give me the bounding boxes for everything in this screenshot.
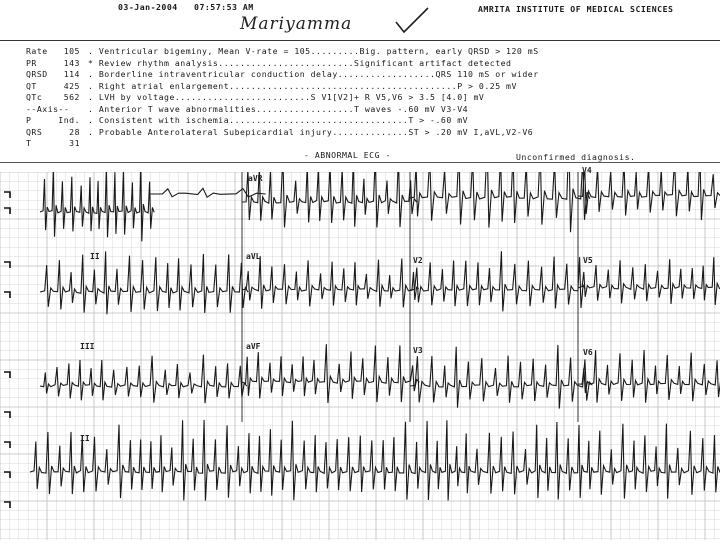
measurement-value: 562 [63, 92, 80, 102]
lead-label-ii: II [90, 252, 100, 261]
measurement-label: QRSD [26, 69, 48, 79]
measurement-label: QTc [26, 92, 43, 102]
datetime: 03-Jan-2004 07:57:53 AM [118, 2, 254, 12]
edge-calibration-mark [4, 502, 10, 508]
measurement-label: T [26, 138, 32, 148]
interpretation-line: * Review rhythm analysis.........................Significant artifact detected [88, 57, 512, 68]
interpretation-line: . Ventricular bigeminy, Mean V-rate = 105.........Big. pattern, early QRSD > 120 mS [88, 46, 539, 56]
interpretation-line: . Anterior T wave abnormalities..................T waves -.60 mV V3-V4 [88, 103, 469, 114]
measurement-value: 31 [69, 138, 80, 148]
checkmark-icon [394, 6, 430, 36]
interpretation-line: . LVH by voltage.........................S V1[V2]+ R V5,V6 > 3.5 [4.0] mV [88, 92, 485, 102]
lead-label-iii: III [80, 342, 95, 351]
ecg-trace-svg [0, 172, 720, 540]
edge-calibration-mark [4, 372, 10, 378]
edge-calibration-mark [4, 292, 10, 298]
ecg-trace-ii-rhythm [30, 420, 720, 501]
edge-calibration-mark [4, 262, 10, 268]
lead-label-v3: V3 [413, 346, 423, 355]
edge-calibration-mark [4, 412, 10, 418]
interpretation-line: . Borderline intraventricular conduction delay..................QRS 110 mS or wider [88, 69, 539, 79]
patient-name-handwritten: Mariyamma [240, 14, 353, 34]
interpretation-line: . Right atrial enlargement..........................................P > 0.25 mV [88, 80, 517, 91]
ecg-trace-avl [242, 256, 419, 309]
abnormal-ecg-label: - ABNORMAL ECG - [304, 150, 391, 160]
measurement-value: 425 [63, 80, 80, 91]
ecg-trace-v4 [578, 172, 720, 220]
measurement-label: P [26, 115, 32, 125]
measurement-value: Ind. [58, 115, 80, 125]
report-header [0, 0, 720, 172]
ecg-trace-iii [40, 355, 247, 404]
ecg-trace-v2 [410, 251, 585, 311]
measurement-label: Rate [26, 46, 48, 56]
ecg-trace-v6 [578, 350, 720, 403]
ecg-trace-v5 [578, 257, 720, 305]
measurement-value: 114 [63, 69, 80, 79]
lead-label-v5: V5 [583, 256, 593, 265]
measurement-value: 143 [63, 57, 80, 68]
edge-calibration-mark [4, 442, 10, 448]
header-rule [0, 40, 720, 41]
measurement-label: QRS [26, 126, 43, 137]
measurement-value: 28 [69, 126, 80, 137]
ecg-trace-v3 [410, 345, 592, 409]
ecg-trace-i [40, 172, 154, 241]
measurement-label: --Axis-- [26, 103, 70, 114]
institute-name: AMRITA INSTITUTE OF MEDICAL SCIENCES [478, 4, 674, 14]
interpretation-line: . Consistent with ischemia.................................T > -.60 mV [88, 115, 469, 125]
measurement-label: PR [26, 57, 37, 68]
lead-label-avr: aVR [248, 174, 263, 183]
lead-label-avf: aVF [246, 342, 261, 351]
ecg-trace-v1 [410, 172, 590, 232]
edge-calibration-mark [4, 192, 10, 198]
ecg-trace-ii [40, 251, 248, 314]
measurement-label: QT [26, 80, 37, 91]
ecg-strip [0, 166, 720, 540]
lead-label-v6: V6 [583, 348, 593, 357]
interpretation-line: . Probable Anterolateral Subepicardial injury..............ST > .20 mV I,aVL,V2-V6 [88, 126, 534, 137]
lead-label-avl: aVL [246, 252, 261, 261]
lead-label-ii-rhythm: II [80, 434, 90, 443]
ecg-trace-avf [242, 344, 419, 403]
unconfirmed-diagnosis-label: Unconfirmed diagnosis. [516, 152, 636, 162]
measurement-value: 105 [63, 46, 80, 56]
strip-top-rule [0, 162, 720, 163]
edge-calibration-mark [4, 208, 10, 214]
lead-label-v4: V4 [582, 166, 592, 175]
lead-label-v2: V2 [413, 256, 423, 265]
